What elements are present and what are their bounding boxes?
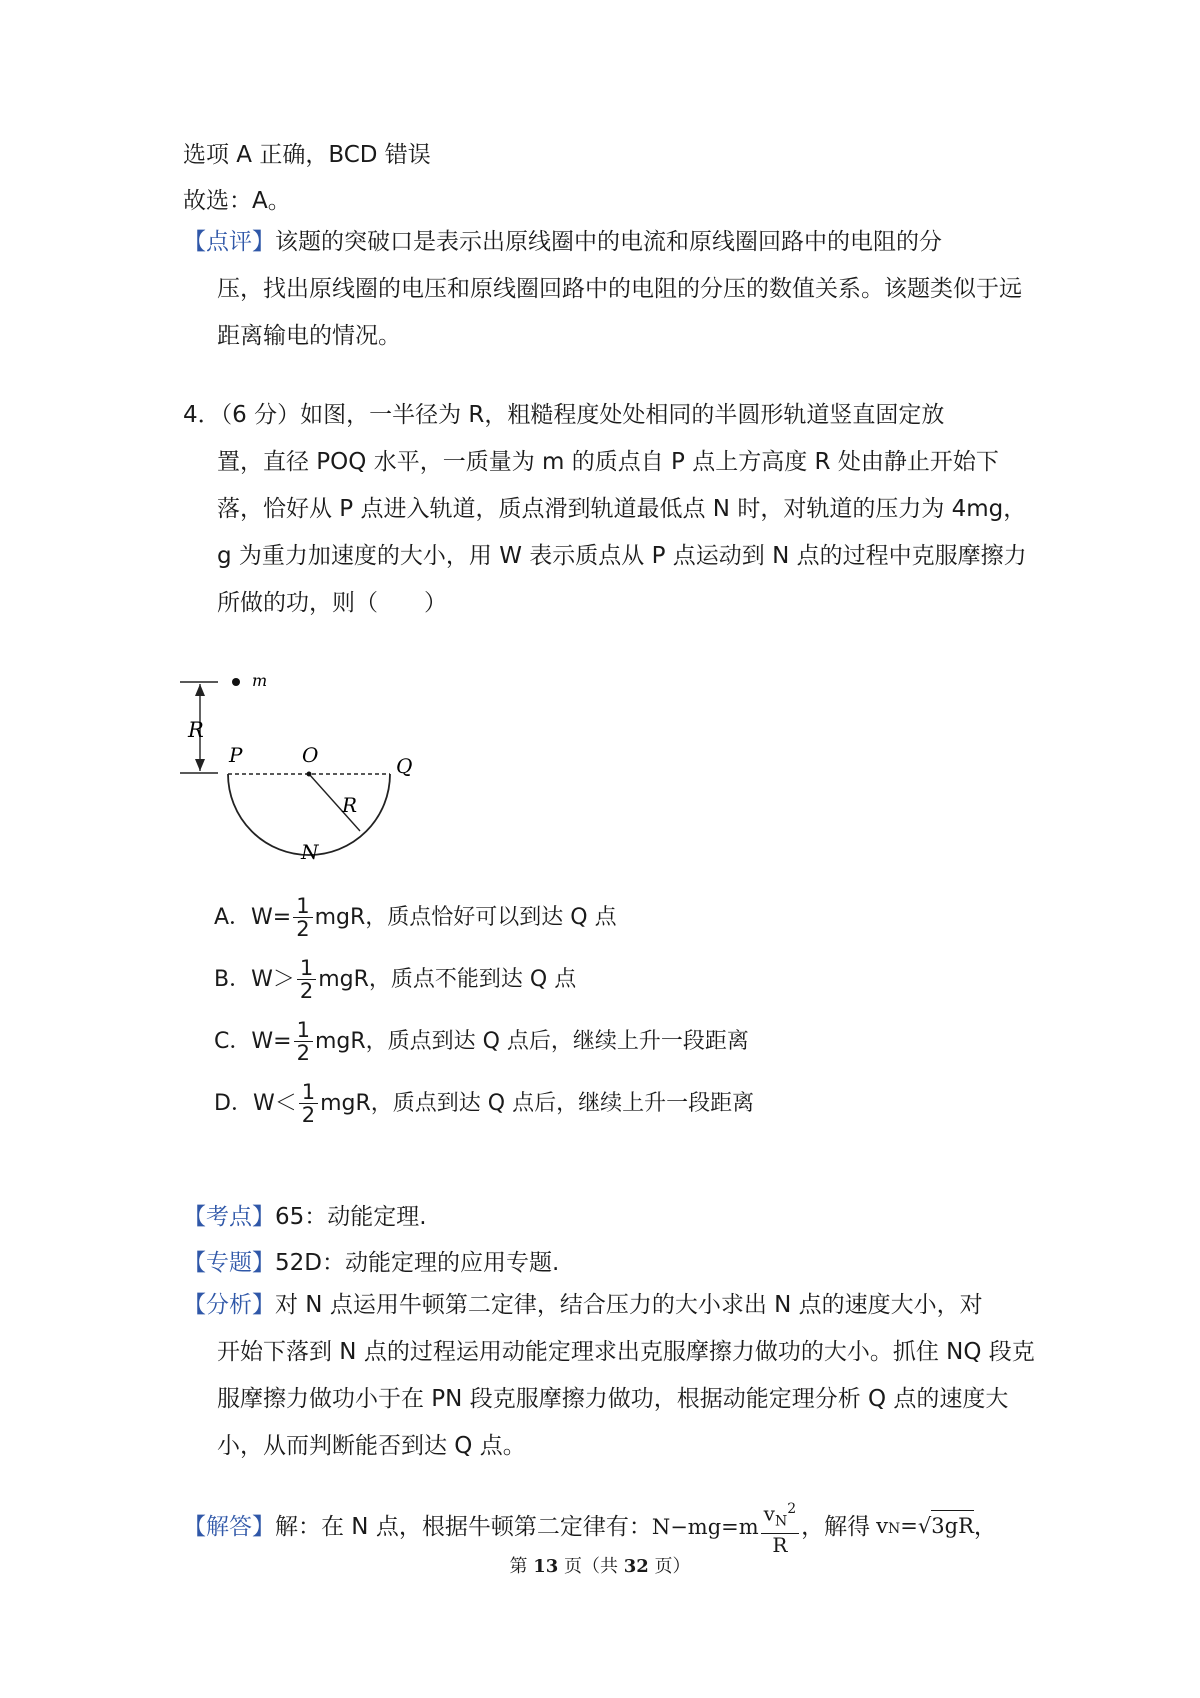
- fraction-numerator: 1: [297, 957, 316, 980]
- sqrt-radicand: 3gR: [931, 1510, 974, 1541]
- fenxi-tag: 【分析】: [183, 1292, 275, 1318]
- option-D-prefix: D．W＜: [214, 1090, 297, 1116]
- zhuanti-tag: 【专题】: [183, 1250, 275, 1276]
- option-C: [214, 1019, 749, 1064]
- fraction-numerator: 1: [299, 1081, 318, 1104]
- question-number: 4．: [183, 402, 221, 428]
- option-C-suffix: mgR，质点到达 Q 点后，继续上升一段距离: [314, 1028, 749, 1054]
- review-first-line: 该题的突破口是表示出原线圈中的电流和原线圈回路中的电阻的分: [275, 229, 942, 255]
- label-R-height: R: [188, 718, 204, 742]
- text-line-answer: 故选：A。: [183, 188, 291, 214]
- velocity-v-subscript: N: [888, 1521, 901, 1537]
- footer-total-pages: 32: [623, 1556, 649, 1577]
- fraction-denominator: 2: [299, 979, 314, 1003]
- fraction-numerator: 1: [293, 895, 312, 918]
- footer-post: 页）: [648, 1556, 691, 1577]
- footer-pre: 第: [509, 1556, 534, 1577]
- fraction-denominator: 2: [296, 917, 310, 941]
- question-first-line: （6 分）如图，一半径为 R，粗糙程度处处相同的半圆形轨道竖直固定放: [220, 402, 945, 428]
- fenxi-first-line: 对 N 点运用牛顿第二定律，结合压力的大小求出 N 点的速度大小，对: [275, 1292, 983, 1318]
- page-footer: [0, 1552, 1200, 1578]
- sqrt-sign: √: [917, 1514, 932, 1538]
- option-B-suffix: mgR，质点不能到达 Q 点: [318, 966, 577, 992]
- jieda-tag: 【解答】: [183, 1514, 275, 1540]
- option-A-prefix: A．W=: [214, 904, 292, 930]
- equation-left: N−mg=m: [651, 1515, 759, 1539]
- center-O: [307, 772, 312, 777]
- option-C-prefix: C．W=: [214, 1028, 292, 1054]
- velocity-subscript: N: [774, 1513, 788, 1530]
- option-A-fraction: [293, 895, 312, 940]
- option-D-suffix: mgR，质点到达 Q 点后，继续上升一段距离: [320, 1090, 755, 1116]
- zhuanti-text: 52D：动能定理的应用专题.: [275, 1250, 560, 1276]
- question-continuation: 置，直径 POQ 水平，一质量为 m 的质点自 P 点上方高度 R 处由静止开始下落，恰好从 P 点进入轨道，质点滑到轨道最低点 N 时，对轨道的压力为 4mg，g 为重力加速度的大小，用 W 表示质点从 P 点运动到 N 点的过程中克服摩擦力所做的功，则（ ）: [217, 449, 1027, 616]
- review-continuation: 压，找出原线圈的电压和原线圈回路中的电阻的分压的数值关系。该题类似于远距离输电的情况。: [217, 276, 1022, 349]
- equation-newton: [652, 1498, 801, 1556]
- velocity-exponent: 2: [787, 1501, 797, 1518]
- option-C-fraction: [294, 1019, 313, 1064]
- label-O: O: [302, 743, 319, 767]
- equation-numerator: [761, 1498, 799, 1534]
- velocity-symbol: v: [763, 1501, 775, 1526]
- height-arrow-down: [195, 759, 205, 771]
- option-D: [214, 1081, 754, 1126]
- question-4: [183, 392, 1035, 627]
- label-R-radius: R: [342, 793, 358, 817]
- text-line-options-result: 选项 A 正确，BCD 错误: [183, 142, 431, 168]
- fraction-denominator: 2: [296, 1041, 310, 1065]
- review-paragraph: [183, 219, 1035, 360]
- option-A: [214, 895, 617, 940]
- equation-fraction: [761, 1498, 799, 1556]
- label-m: m: [252, 672, 268, 690]
- jieda-text-2: ，解得: [801, 1514, 871, 1540]
- option-D-fraction: [299, 1081, 318, 1126]
- fraction-numerator: 1: [294, 1019, 313, 1042]
- label-N: N: [301, 840, 319, 864]
- label-P: P: [229, 743, 243, 767]
- jieda-text-1: 解：在 N 点，根据牛顿第二定律有：: [275, 1514, 652, 1540]
- kaodian-text: 65：动能定理.: [275, 1204, 427, 1230]
- velocity-v: v: [876, 1514, 889, 1538]
- fraction-denominator: 2: [301, 1103, 316, 1127]
- zhuanti-line: [183, 1248, 559, 1278]
- kaodian-tag: 【考点】: [183, 1204, 275, 1230]
- semicircle-track-figure: [178, 672, 438, 872]
- review-tag: 【点评】: [183, 229, 275, 255]
- footer-page-number: 13: [533, 1556, 559, 1577]
- equation-velocity: [876, 1510, 974, 1544]
- option-B-fraction: [297, 957, 316, 1002]
- fenxi-paragraph: [183, 1282, 1035, 1470]
- equals-sign: =: [900, 1514, 918, 1538]
- height-arrow-up: [195, 684, 205, 696]
- jieda-text-3: ，: [973, 1514, 997, 1540]
- mass-point: [232, 678, 240, 686]
- kaodian-line: [183, 1202, 427, 1232]
- option-B-prefix: B．W＞: [214, 966, 295, 992]
- option-A-suffix: mgR，质点恰好可以到达 Q 点: [314, 904, 617, 930]
- footer-mid: 页（共: [558, 1556, 624, 1577]
- equation-denominator: R: [772, 1532, 788, 1557]
- option-B: [214, 957, 576, 1002]
- label-Q: Q: [396, 754, 413, 778]
- fenxi-continuation: 开始下落到 N 点的过程运用动能定理求出克服摩擦力做功的大小。抓住 NQ 段克服摩擦力做功小于在 PN 段克服摩擦力做功，根据动能定理分析 Q 点的速度大小，从而判断能否到达 Q 点。: [217, 1339, 1035, 1459]
